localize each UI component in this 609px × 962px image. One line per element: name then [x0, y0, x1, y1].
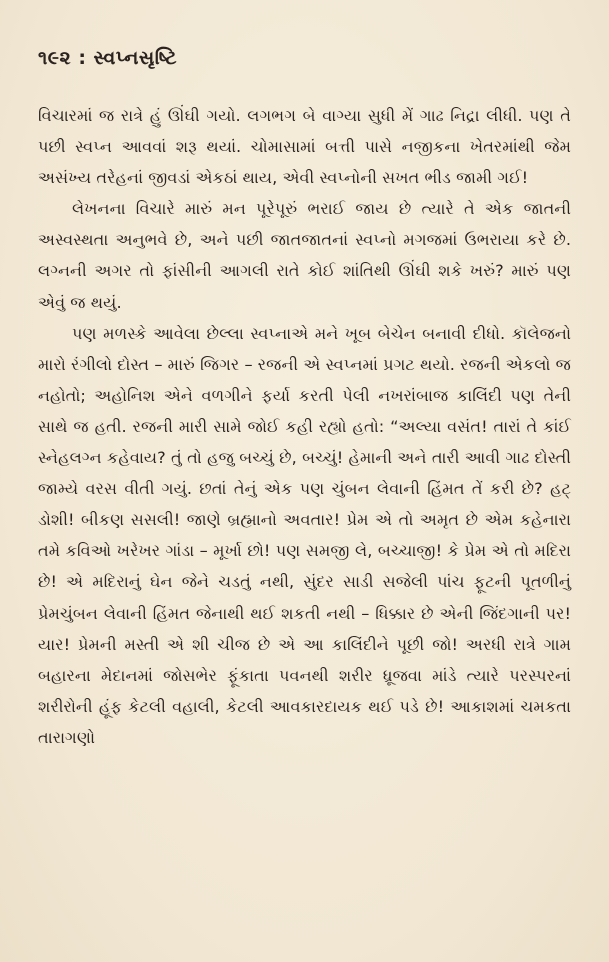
- running-head: ૧૯૨ : સ્વપ્નસૃષ્ટિ: [38, 47, 178, 69]
- paragraph-3: પણ મળસ્કે આવેલા છેલ્લા સ્વપ્નાએ મને ખૂબ બેચેન બનાવી દીધો. કૉલેજનો મારો રંગીલો દોસ્ત – મારું જિગર – રજની એ સ્વપ્નમાં પ્રગટ થયો. રજની એકલો જ નહોતો; અહોનિશ એને વળગીને ફર્યા કરતી પેલી નખરાંબાજ કાલિંદી પણ તેની સાથે જ હતી. રજની મારી સામે જોઈ કહી રહ્યો હતો: “અલ્યા વસંત! તારાં તે કાંઈ સ્નેહલગ્ન કહેવાય? તું તો હજુ બચ્ચું છે, બચ્ચું! હેમાની અને તારી આવી ગાઢ દોસ્તી જામ્યે વરસ વીતી ગયું. છતાં તેનું એક પણ ચુંબન લેવાની હિંમત તેં કરી છે? હટ્ ડોશી! બીકણ સસલી! જાણે બ્રહ્માનો અવતાર! પ્રેમ એ તો અમૃત છે એમ કહેનારા તમે કવિઓ ખરેખર ગાંડા – મૂર્ખા છો! પણ સમજી લે, બચ્ચાજી! કે પ્રેમ એ તો મદિરા છે! એ મદિરાનું ઘેન જેને ચડતું નથી, સુંદર સાડી સજેલી પાંચ ફૂટની પૂતળીનું પ્રેમચુંબન લેવાની હિંમત જેનાથી થઈ શકતી નથી – ધિક્કાર છે એની જિંદગાની પર! યાર! પ્રેમની મસ્તી એ શી ચીજ છે એ આ કાલિંદીને પૂછી જો! અરધી રાત્રે ગામ બહારના મેદાનમાં જોસભેર ફૂંકાતા પવનથી શરીર ધ્રૂજવા માંડે ત્યારે પરસ્પરનાં શરીરોની હૂંફ કેટલી વહાલી, કેટલી આવકારદાયક થઈ પડે છે! આકાશમાં ચમકતા તારાગણો: [38, 323, 571, 747]
- paragraph-2: લેખનના વિચારે મારું મન પૂરેપૂરું ભરાઈ જાય છે ત્યારે તે એક જાતની અસ્વસ્થતા અનુભવે છે, અને પછી જાતજાતનાં સ્વપ્નો મગજમાં ઉભરાયા કરે છે. લગ્નની અગર તો ફાંસીની આગલી રાતે કોઈ શાંતિથી ઊંઘી શકે ખરું? મારું પણ એવું જ થયું.: [38, 199, 571, 312]
- paragraph-1: વિચારમાં જ રાત્રે હું ઊંઘી ગયો. લગભગ બે વાગ્યા સુધી મેં ગાઢ નિદ્રા લીધી. પણ તે પછી સ્વપ્ન આવવાં શરૂ થયાં. ચોમાસામાં બત્તી પાસે નજીકના ખેતરમાંથી જેમ અસંખ્ય તરેહનાં જીવડાં એકઠાં થાય, એવી સ્વપ્નોની સખત ભીડ જામી ગઈ!: [38, 106, 571, 188]
